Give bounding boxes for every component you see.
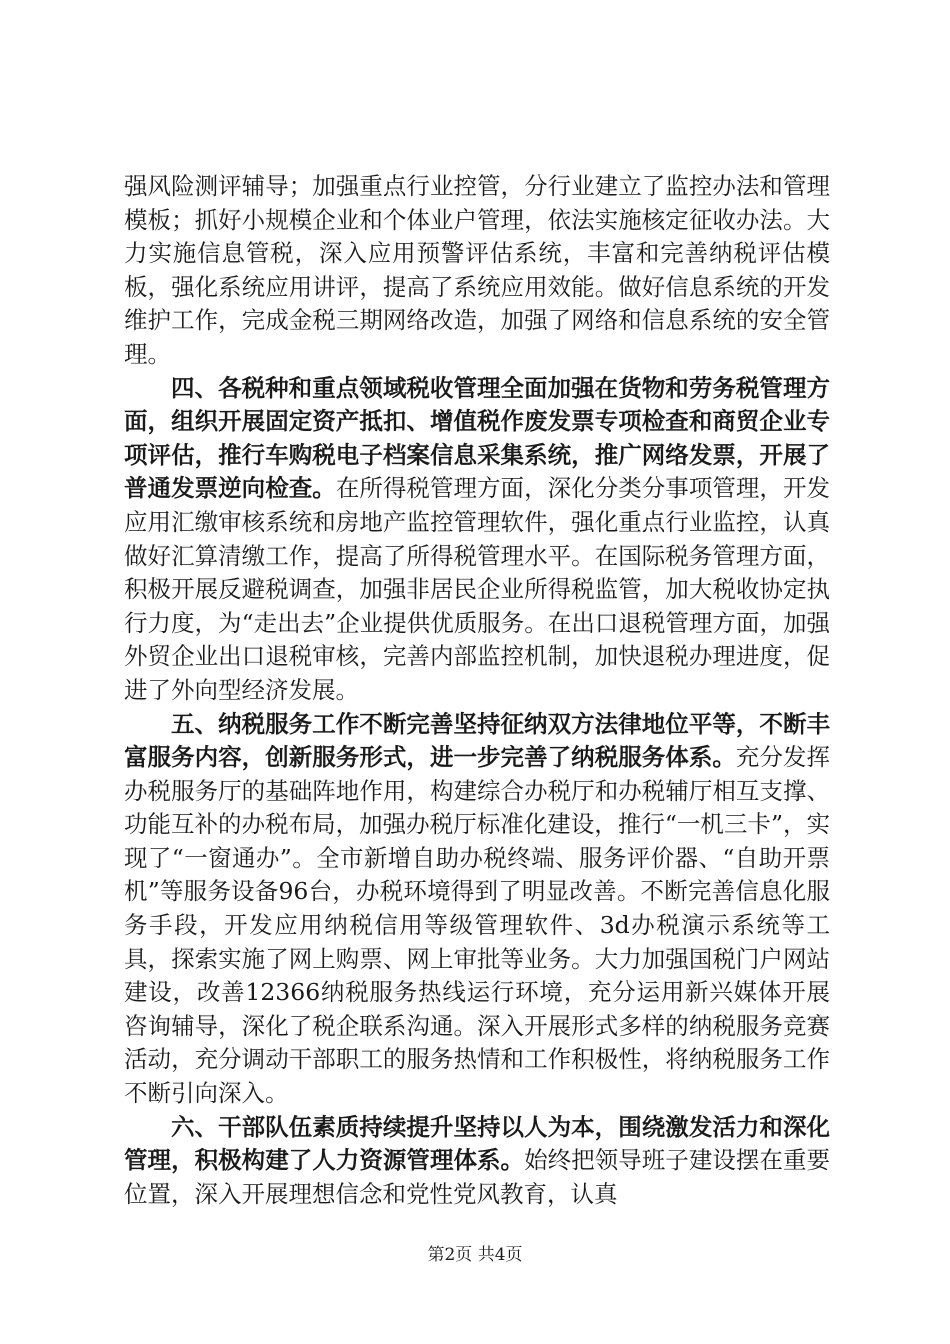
paragraph-text: 在所得税管理方面，深化分类分事项管理，开发应用汇缴审核系统和房地产监控管理软件，强化重点行业监控，认真做好汇算清缴工作，提高了所得税管理水平。在国际税务管理方面，积极开展反避税调查，加强非居民企业所得税监管，加大税收协定执行力度，为“走出去”企业提供优质服务。在出口退税管理方面，加强外贸企业出口退税审核，完善内部监控机制，加快退税办理进度，促进了外向型经济发展。	[124, 474, 831, 704]
paragraph-heading: 五、纳税服务工作不断完善坚持征纳双方法律地位平等，不断丰富服务内容，创新服务形式，进一步完善了纳税服务体系。	[124, 709, 830, 772]
paragraph-section-5	[124, 708, 830, 1111]
paragraph-text: 始终把领导班子建设摆在重要位置，深入开展理想信念和党性党风教育，认真	[124, 1146, 831, 1208]
paragraph-text: 强风险测评辅导；加强重点行业控管，分行业建立了监控办法和管理模板；抓好小规模企业和个体业户管理，依法实施核定征收办法。大力实施信息管税，深入应用预警评估系统，丰富和完善纳税评估模板，强化系统应用讲评，提高了系统应用效能。做好信息系统的开发维护工作，完成金税三期网络改造，加强了网络和信息系统的安全管理。	[124, 172, 830, 368]
paragraph-section-6	[124, 1111, 830, 1212]
paragraph-continued	[124, 170, 830, 372]
paragraph-section-4	[124, 372, 830, 708]
page-number-footer: 第2页 共4页	[427, 1245, 523, 1265]
paragraph-text: 充分发挥办税服务厅的基础阵地作用，构建综合办税厅和办税辅厅相互支撑、功能互补的办税布局，加强办税厅标准化建设，推行“一机三卡”，实现了“一窗通办”。全市新增自助办税终端、服务评价器、“自助开票机”等服务设备96台，办税环境得到了明显改善。不断完善信息化服务手段，开发应用纳税信用等级管理软件、3d办税演示系统等工具，探索实施了网上购票、网上审批等业务。大力加强国税门户网站建设，改善12366纳税服务热线运行环境，充分运用新兴媒体开展咨询辅导，深化了税企联系沟通。深入开展形式多样的纳税服务竞赛活动，充分调动干部职工的服务热情和工作积极性，将纳税服务工作不断引向深入。	[124, 743, 831, 1108]
paragraph-heading: 四、各税种和重点领域税收管理全面加强在货物和劳务税管理方面，组织开展固定资产抵扣、增值税作废发票专项检查和商贸企业专项评估，推行车购税电子档案信息采集系统，推广网络发票，开展了普通发票逆向检查。	[124, 373, 830, 503]
document-body	[124, 170, 830, 1211]
paragraph-heading: 六、干部队伍素质持续提升坚持以人为本，围绕激发活力和深化管理，积极构建了人力资源管理体系。	[124, 1112, 830, 1175]
